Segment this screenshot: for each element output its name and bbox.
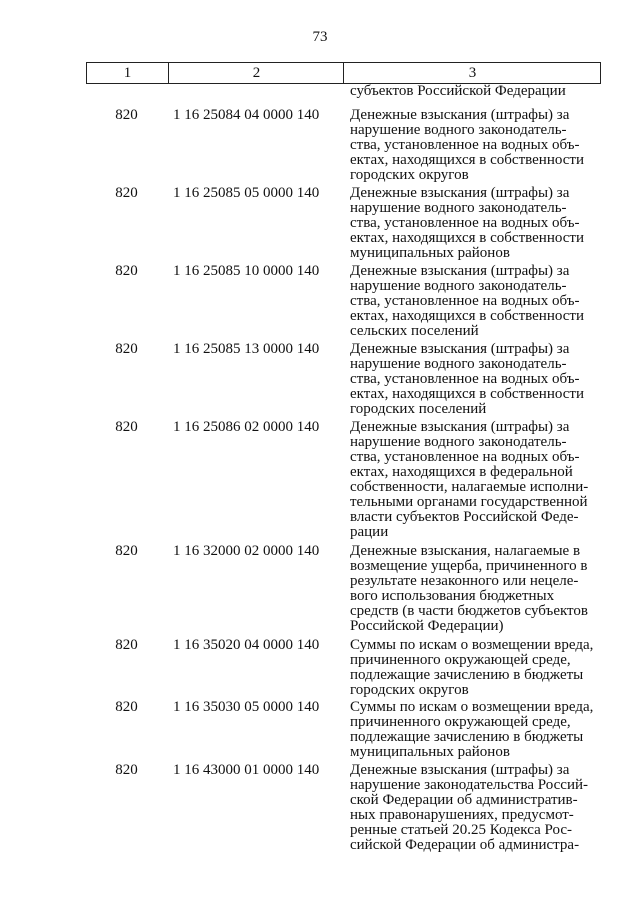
header-col-3: 3: [343, 63, 601, 83]
budget-code: 1 16 25085 13 0000 140: [173, 341, 320, 357]
budget-code: 1 16 32000 02 0000 140: [173, 543, 320, 559]
budget-code: 1 16 25086 02 0000 140: [173, 419, 320, 435]
description: Суммы по искам о возмещении вреда, причиненного окружающей среде, подлежащие зачислению в бюджеты городских округов: [350, 637, 594, 698]
continuation-row: [86, 84, 601, 108]
header-col-1: 1: [123, 65, 132, 81]
admin-code: 820: [115, 543, 138, 559]
admin-code: 820: [115, 419, 138, 435]
description: Денежные взыскания, налагаемые в возмещение ущерба, причиненного в результате незаконного или нецеле- вого использования бюджетных средств (в части бюджетов субъектов Российской Федерации): [350, 543, 589, 634]
page-number: 73: [312, 29, 328, 45]
table-row: [86, 186, 601, 264]
description: Суммы по искам о возмещении вреда, причиненного окружающей среде, подлежащие зачислению в бюджеты муниципальных районов: [350, 699, 594, 760]
table-row: [86, 700, 601, 763]
continuation-text: субъектов Российской Федерации: [350, 83, 566, 99]
header-col-2: 2: [168, 63, 344, 83]
admin-code: 820: [115, 107, 138, 123]
budget-code: 1 16 35030 05 0000 140: [173, 699, 320, 715]
description: Денежные взыскания (штрафы) за нарушение водного законодатель- ства, установленное на водных объ- ектах, находящихся в собственности муниципальных районов: [350, 185, 584, 261]
description: Денежные взыскания (штрафы) за нарушение законодательства Россий- ской Федерации об административ- ных правонарушениях, предусмот- ренные статьей 20.25 Кодекса Рос- сийской Федерации об администра-: [350, 762, 589, 853]
table-row: [86, 638, 601, 700]
budget-code: 1 16 25084 04 0000 140: [173, 107, 320, 123]
admin-code: 820: [115, 762, 138, 778]
budget-code: 1 16 43000 01 0000 140: [173, 762, 320, 778]
table-body: [86, 84, 601, 857]
admin-code: 820: [115, 699, 138, 715]
table-row: [86, 544, 601, 638]
budget-code: 1 16 25085 05 0000 140: [173, 185, 320, 201]
description: Денежные взыскания (штрафы) за нарушение водного законодатель- ства, установленное на водных объ- ектах, находящихся в собственности городских поселений: [350, 341, 584, 417]
description: Денежные взыскания (штрафы) за нарушение водного законодатель- ства, установленное на водных объ- ектах, находящихся в собственности городских округов: [350, 107, 584, 183]
table-row: [86, 264, 601, 342]
budget-code: 1 16 35020 04 0000 140: [173, 637, 320, 653]
admin-code: 820: [115, 263, 138, 279]
description: Денежные взыскания (штрафы) за нарушение водного законодатель- ства, установленное на водных объ- ектах, находящихся в собственности сельских поселений: [350, 263, 584, 339]
table-row: [86, 420, 601, 544]
admin-code: 820: [115, 637, 138, 653]
budget-code: 1 16 25085 10 0000 140: [173, 263, 320, 279]
table-header: [86, 62, 601, 84]
table-row: [86, 763, 601, 857]
table-row: [86, 108, 601, 186]
admin-code: 820: [115, 185, 138, 201]
table-row: [86, 342, 601, 420]
admin-code: 820: [115, 341, 138, 357]
description: Денежные взыскания (штрафы) за нарушение водного законодатель- ства, установленное на водных объ- ектах, находящихся в федеральной собственности, налагаемые исполни- тельными органами государственной власти субъектов Российской Феде- рации: [350, 419, 589, 540]
